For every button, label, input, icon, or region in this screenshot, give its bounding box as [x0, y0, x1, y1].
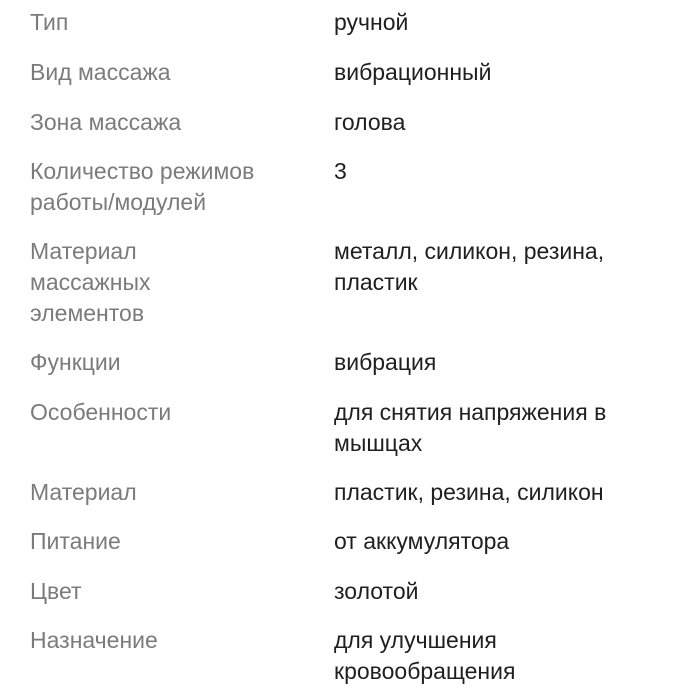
spec-label: Количество режимов работы/модулей [30, 158, 255, 215]
spec-label: Материал [30, 479, 137, 505]
spec-label: Цвет [30, 578, 82, 604]
spec-value: ручной [334, 9, 409, 35]
spec-value: от аккумулятора [334, 528, 510, 554]
spec-value: вибрационный [334, 59, 492, 85]
spec-label: Питание [30, 528, 121, 554]
spec-value: для снятия напряжения в мышцах [334, 399, 607, 456]
spec-label: Назначение [30, 627, 158, 653]
spec-value: вибрация [334, 349, 437, 375]
spec-label: Тип [30, 9, 69, 35]
spec-value: пластик, резина, силикон [334, 479, 604, 505]
spec-label: Материал массажных элементов [30, 238, 151, 326]
spec-value: для улучшения кровообращения [334, 627, 516, 684]
spec-label: Функции [30, 349, 121, 375]
spec-value: голова [334, 109, 406, 135]
spec-label: Вид массажа [30, 59, 171, 85]
spec-label: Зона массажа [30, 109, 182, 135]
spec-value: металл, силикон, резина, пластик [334, 238, 605, 295]
spec-value: 3 [334, 158, 347, 184]
spec-value: золотой [334, 578, 419, 604]
spec-label: Особенности [30, 399, 172, 425]
